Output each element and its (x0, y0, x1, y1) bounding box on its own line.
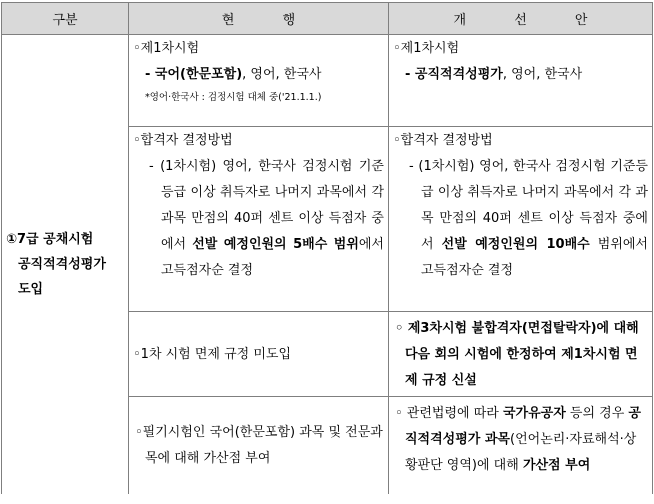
current-pass-method-title: ◦합격자 결정방법 (133, 133, 233, 148)
improved-first-exam-title: ◦제1차시험 (393, 41, 460, 56)
category-line1: ①7급 공채시험 (6, 231, 94, 247)
header-row (2, 3, 653, 35)
header-category: 구분 (2, 3, 129, 35)
current-first-exam (129, 35, 389, 127)
current-pass-method (129, 127, 389, 312)
header-improved: 개 선 안 (389, 3, 653, 35)
current-exemption: ◦1차 시험 면제 규정 미도입 (129, 312, 389, 397)
improved-pass-method-title: ◦합격자 결정방법 (393, 133, 493, 148)
current-bonus-points: ◦필기시험인 국어(한문포함) 과목 및 전문과목에 대해 가산점 부여 (129, 397, 389, 494)
comparison-table (1, 2, 653, 494)
current-first-exam-title: ◦제1차시험 (133, 41, 200, 56)
category-line2: 공직적격성평가 (18, 256, 106, 272)
improved-pass-method-text: - (1차시험) 영어, 한국사 검정시험 기준등급 이상 취득자로 나머지 과목에서 각 과목 만점의 40퍼 센트 이상 득점자 중에서 선발 예정인원의 10배수 범위에서 고득점자순 결정 (409, 159, 648, 278)
improved-exemption: ◦ 제3차시험 불합격자(면접탈락자)에 대해 다음 회의 시험에 한정하여 제1차시험 면제 규정 신설 (389, 312, 653, 397)
current-first-exam-note: *영어·한국사 : 검정시험 대체 중('21.1.1.) (145, 92, 322, 103)
improved-first-exam (389, 35, 653, 127)
header-current: 현 행 (129, 3, 389, 35)
current-first-exam-item: - 국어(한문포함), 영어, 한국사 (145, 67, 322, 82)
improved-first-exam-item: - 공직적격성평가, 영어, 한국사 (405, 67, 583, 82)
category-line3: 도입 (18, 281, 44, 297)
improved-pass-method (389, 127, 653, 312)
category-cell (2, 35, 129, 494)
row-first-exam (2, 35, 653, 127)
current-pass-method-text: - (1차시험) 영어, 한국사 검정시험 기준등급 이상 취득자로 나머지 과목에서 각 과목 만점의 40퍼 센트 이상 득점자 중에서 선발 예정인원의 5배수 범위에서 고득점자순 결정 (149, 159, 384, 278)
improved-bonus-points: ◦ 관련법령에 따라 국가유공자 등의 경우 공직적격성평가 과목(언어논리·자료해석·상황판단 영역)에 대해 가산점 부여 (389, 397, 653, 494)
